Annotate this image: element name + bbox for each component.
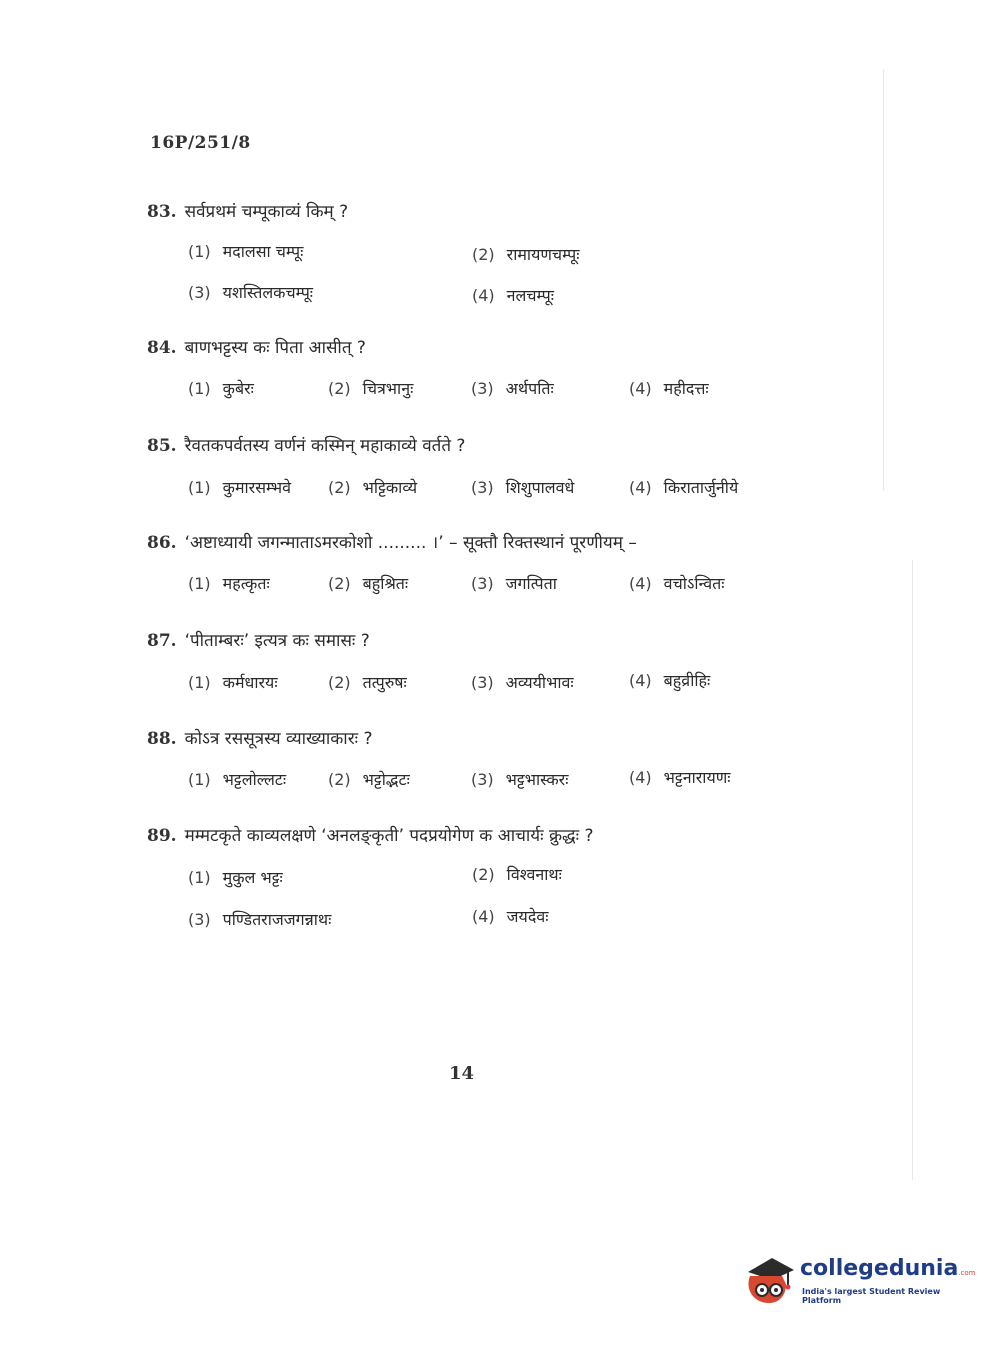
page-number: 14 — [449, 1063, 475, 1084]
option-1: (1) मदालसा चम्पूः — [188, 242, 304, 261]
option-4: (4) महीदत्तः — [629, 379, 709, 398]
option-4: (4) किरातार्जुनीये — [629, 478, 739, 497]
option-1: (1) कुबेरः — [188, 379, 254, 398]
option-2: (2) रामायणचम्पूः — [472, 245, 580, 264]
option-3: (3) पण्डितराजजगन्नाथः — [188, 910, 332, 929]
scan-edge-line — [912, 560, 913, 1180]
option-4: (4) जयदेवः — [472, 907, 549, 926]
option-2: (2) विश्वनाथः — [472, 865, 562, 884]
option-2: (2) तत्पुरुषः — [328, 673, 407, 692]
option-2: (2) बहुश्रितः — [328, 574, 409, 593]
scan-edge-line — [883, 70, 884, 490]
option-3: (3) जगत्पिता — [471, 574, 557, 593]
question-text — [147, 199, 348, 222]
question-number: 87. — [147, 631, 177, 651]
option-2: (2) भट्टोद्भटः — [328, 770, 410, 789]
question-number: 86. — [147, 533, 177, 553]
option-3: (3) शिशुपालवधे — [471, 478, 575, 497]
question-text — [147, 823, 594, 846]
question-text — [147, 628, 370, 651]
option-4: (4) वचोऽन्वितः — [629, 574, 725, 593]
option-1: (1) मुकुल भट्टः — [188, 868, 283, 887]
paper-code: 16P/251/8 — [150, 133, 251, 153]
option-3: (3) अव्ययीभावः — [471, 673, 574, 692]
question-stem: सर्वप्रथमं चम्पूकाव्यं किम् ? — [184, 202, 349, 222]
question-stem: मम्मटकृते काव्यलक्षणे ‘अनलङ्कृती’ पदप्रयोगेण क आचार्यः क्रुद्धः ? — [184, 826, 594, 846]
option-4: (4) भट्टनारायणः — [629, 768, 731, 787]
option-1: (1) कुमारसम्भवे — [188, 478, 291, 497]
option-1: (1) महत्कृतः — [188, 574, 270, 593]
question-text — [147, 433, 465, 456]
question-stem: रैवतकपर्वतस्य वर्णनं कस्मिन् महाकाव्ये वर्तते ? — [184, 436, 466, 456]
option-1: (1) भट्टलोल्लटः — [188, 770, 287, 789]
question-stem: बाणभट्टस्य कः पिता आसीत् ? — [184, 338, 366, 358]
logo-wordmark: collegedunia.com — [800, 1256, 976, 1281]
option-4: (4) बहुव्रीहिः — [629, 671, 711, 690]
option-2: (2) भट्टिकाव्ये — [328, 478, 418, 497]
question-text — [147, 530, 637, 553]
question-text — [147, 726, 373, 749]
question-number: 89. — [147, 826, 177, 846]
option-3: (3) भट्टभास्करः — [471, 770, 569, 789]
question-stem: कोऽत्र रससूत्रस्य व्याख्याकारः ? — [184, 729, 373, 749]
option-3: (3) अर्थपतिः — [471, 379, 554, 398]
option-3: (3) यशस्तिलकचम्पूः — [188, 283, 314, 302]
question-number: 83. — [147, 202, 177, 222]
option-4: (4) नलचम्पूः — [472, 286, 554, 305]
question-text — [147, 335, 366, 358]
option-1: (1) कर्मधारयः — [188, 673, 278, 692]
mascot-icon — [742, 1250, 798, 1310]
question-number: 84. — [147, 338, 177, 358]
option-2: (2) चित्रभानुः — [328, 379, 414, 398]
question-stem: ‘अष्टाध्यायी जगन्माताऽमरकोशो ......... ।’ – सूक्तौ रिक्तस्थानं पूरणीयम् – — [184, 533, 637, 553]
collegedunia-logo — [742, 1250, 976, 1310]
logo-tagline: India's largest Student Review Platform — [802, 1287, 941, 1305]
question-stem: ‘पीताम्बरः’ इत्यत्र कः समासः ? — [184, 631, 370, 651]
question-number: 88. — [147, 729, 177, 749]
question-number: 85. — [147, 436, 177, 456]
